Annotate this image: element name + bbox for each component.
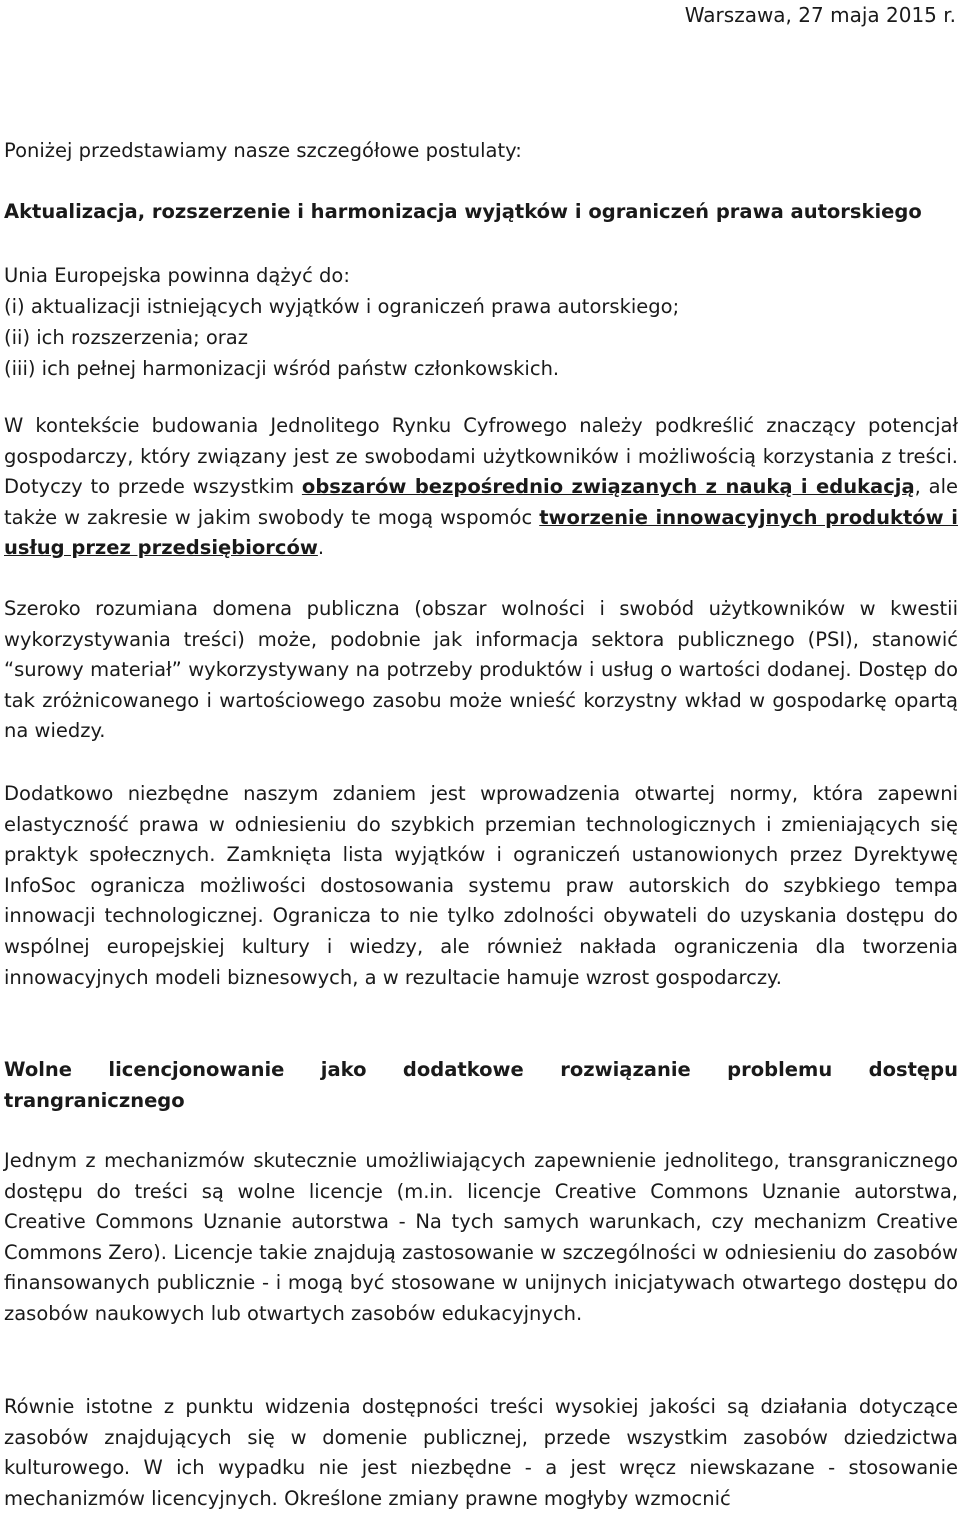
paragraph-public-domain: Szeroko rozumiana domena publiczna (obszar wolności i swobód użytkowników w kwestii wykorzystywania treści) może, podobnie jak informacja sektora publicznego (PSI), stanowić “surowy materiał” wykorzystywany na potrzeby produktów i usług o wartości dodanej. Dostęp do tak zróżnicowanego i wartościowego zasobu może wnieść korzystny wkład w gospodarkę opartą na wiedzy. [4,597,958,743]
paragraph-digital-single-market [4,411,958,564]
paragraph-text: W kontekście budowania Jednolitego Rynku Cyfrowego należy podkreślić znaczący potencjał gospodarczy, który związany jest ze swobodami użytkowników i możliwością korzystania z treści. Dotyczy to przede wszystkim [4,414,958,499]
emphasis-science-education: obszarów bezpośrednio związanych z nauką i edukacją [301,475,915,499]
section-heading-free-licensing: Wolne licencjonowanie jako dodatkowe rozwiązanie problemu dostępu trangranicznego [4,1058,958,1112]
paragraph-open-norm: Dodatkowo niezbędne naszym zdaniem jest wprowadzenia otwartej normy, która zapewni elastyczność prawa w odniesieniu do szybkich przemian technologicznych i zmieniających się praktyk społecznych. Zamknięta lista wyjątków i ograniczeń ustanowionych przez Dyrektywę InfoSoc ogranicza możliwości dostosowania systemu praw autorskich do szybkiego tempa innowacji technologicznej. Ogranicza to nie tylko zdolności obywateli do uzyskania dostępu do wspólnej europejskiej kultury i wiedzy, ale również nakłada ograniczenia dla tworzenia innowacyjnych modeli biznesowych, a w rezultacie hamuje wzrost gospodarczy. [4,782,958,989]
postulates-list [4,260,679,384]
list-line: (ii) ich rozszerzenia; oraz [4,326,248,349]
paragraph-public-domain-heritage: Równie istotne z punktu widzenia dostępności treści wysokiej jakości są działania dotyczące zasobów znajdujących się w domenie publicznej, przede wszystkim zasobów dziedzictwa kulturowego. W ich wypadku nie jest niezbędne - a jest wręcz niewskazane - stosowanie mechanizmów licencyjnych. Określone zmiany prawne mogłyby wzmocnić [4,1395,958,1510]
section-heading-copyright-exceptions: Aktualizacja, rozszerzenie i harmonizacja wyjątków i ograniczeń prawa autorskiego [4,200,922,223]
list-line: (i) aktualizacji istniejących wyjątków i ograniczeń prawa autorskiego; [4,295,680,318]
intro-text: Poniżej przedstawiamy nasze szczegółowe postulaty: [4,139,522,162]
paragraph-text: . [317,536,325,560]
paragraph-text: , ale także w zakresie w jakim swobody te mogą wspomóc [4,475,958,529]
date-line: Warszawa, 27 maja 2015 r. [684,3,956,27]
list-line: Unia Europejska powinna dążyć do: [4,264,350,287]
paragraph-free-licenses: Jednym z mechanizmów skutecznie umożliwiających zapewnienie jednolitego, transgranicznego dostępu do treści są wolne licencje (m.in. licencje Creative Commons Uznanie autorstwa, Creative Commons Uznanie autorstwa - Na tych samych warunkach, czy mechanizm Creative Commons Zero). Licencje takie znajdują zastosowanie w szczególności w odniesieniu do zasobów finansowanych publicznie - i mogą być stosowane w unijnych inicjatywach otwartego dostępu do zasobów naukowych lub otwartych zasobów edukacyjnych. [4,1149,958,1325]
list-line: (iii) ich pełnej harmonizacji wśród państw członkowskich. [4,357,560,380]
emphasis-innovation: tworzenie innowacyjnych produktów i usług przez przedsiębiorców [4,505,958,560]
